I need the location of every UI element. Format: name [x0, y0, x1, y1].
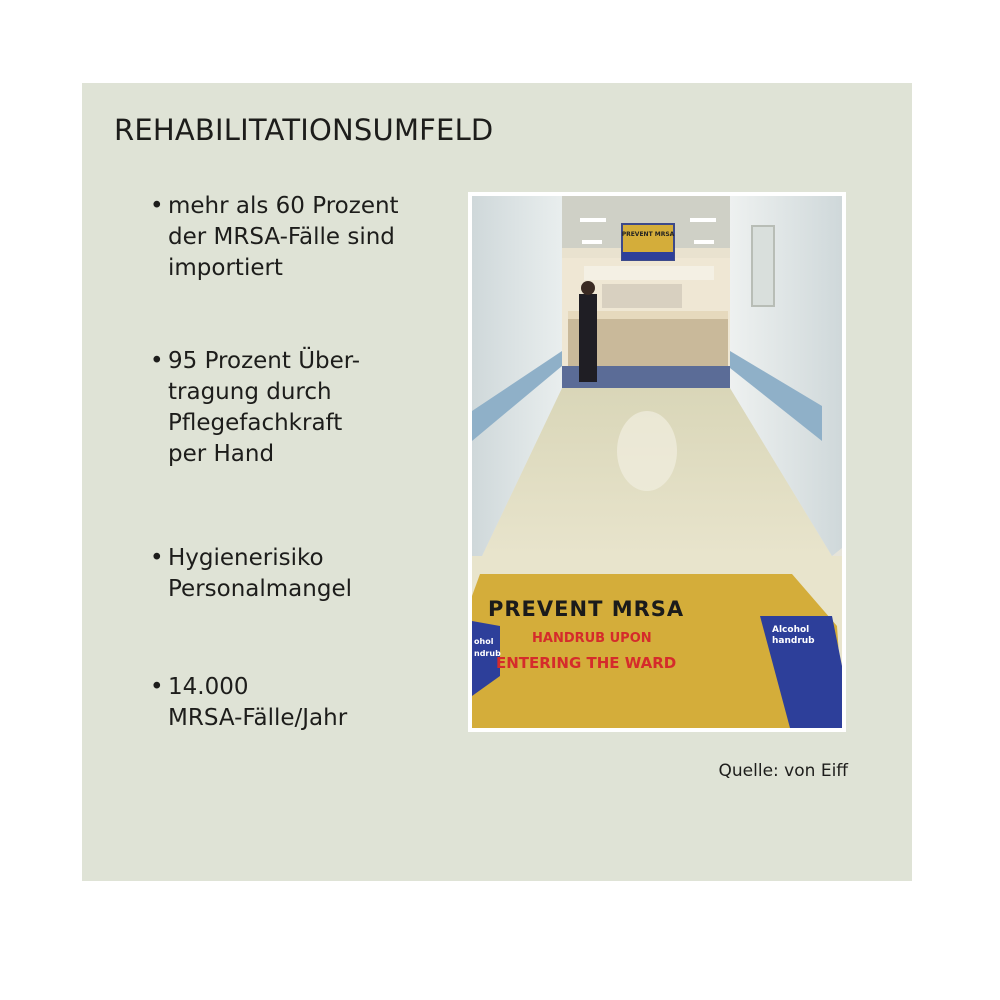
mat-line-1: HANDRUB UPON [532, 631, 652, 646]
page-title: REHABILITATIONSUMFELD [114, 113, 494, 147]
bullet-line: 95 Prozent Über- [168, 348, 361, 374]
bullet-dot: • [150, 545, 164, 571]
bullet-line: per Hand [168, 441, 275, 467]
bullet-line: Pflegefachkraft [168, 410, 343, 436]
bullet-line: Hygienerisiko [168, 545, 324, 571]
mat-right-label-1: Alcohol [772, 625, 810, 635]
bullet-line: der MRSA-Fälle sind [168, 224, 395, 250]
bullet-dot: • [150, 193, 164, 219]
mat-line-2: ENTERING THE WARD [496, 654, 677, 672]
mat-left-label-2: ndrub [474, 649, 501, 658]
ceiling-sign-text: PREVENT MRSA [621, 231, 675, 238]
mat-right-label-2: handrub [772, 636, 815, 646]
bullet-line: 14.000 [168, 674, 249, 700]
content-panel [82, 83, 912, 881]
mat-headline: PREVENT MRSA [488, 597, 685, 621]
bullet-line: tragung durch [168, 379, 332, 405]
bullet-line: mehr als 60 Prozent [168, 193, 399, 219]
bullet-item-cases [150, 672, 450, 734]
bullet-line: importiert [168, 255, 283, 281]
bullet-dot: • [150, 674, 164, 700]
bullet-item-hygiene [150, 543, 450, 605]
bullet-item-transmission [150, 346, 450, 470]
mat-left-label-1: ohol [474, 637, 494, 646]
bullet-line: MRSA-Fälle/Jahr [168, 705, 348, 731]
bullet-item-import [150, 191, 450, 284]
source-caption: Quelle: von Eiff [718, 761, 848, 781]
bullet-line: Personalmangel [168, 576, 352, 602]
corridor-illustration [472, 196, 842, 728]
hospital-corridor-photo [468, 192, 846, 732]
bullet-dot: • [150, 348, 164, 374]
